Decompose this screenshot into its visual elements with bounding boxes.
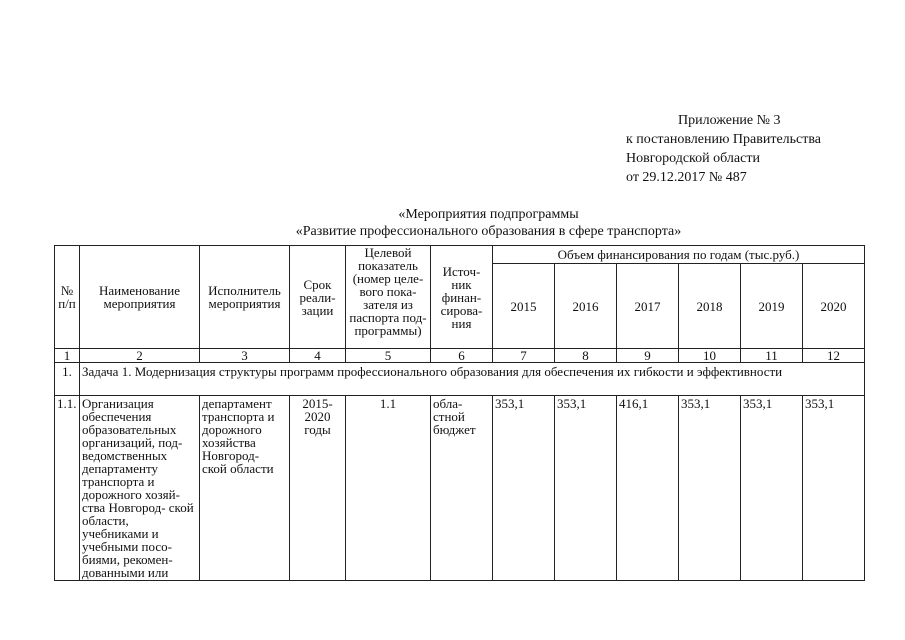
column-number: 9: [617, 349, 679, 363]
header-row: [55, 246, 865, 264]
appendix-region: Новгородской области: [626, 151, 760, 166]
row-value-2016: 353,1: [555, 396, 617, 581]
row-indicator: 1.1: [346, 396, 431, 581]
column-number: 1: [55, 349, 80, 363]
title-line-2: «Развитие профессионального образования в сфере транспорта»: [295, 224, 682, 239]
task-num: 1.: [55, 363, 80, 396]
column-number: 5: [346, 349, 431, 363]
title-line-1: «Мероприятия подпрограммы: [398, 207, 579, 222]
table-row: [55, 396, 865, 581]
row-value-2020: 353,1: [803, 396, 865, 581]
header-funding: Объем финансирования по годам (тыс.руб.): [493, 246, 865, 264]
header-term: Срок реали- зации: [290, 246, 346, 349]
row-name: Организация обеспечения образовательных организаций, под- ведомственных департаменту транспорта и дорожного хозяй- ства Новгород- ской области, учебниками и учебными посо- биями, рекомен- дованными или: [80, 396, 200, 581]
header-year: 2016: [555, 264, 617, 349]
appendix-resolution: к постановлению Правительства: [626, 132, 822, 147]
column-number-row: [55, 349, 865, 363]
column-number: 6: [431, 349, 493, 363]
header-num: № п/п: [55, 246, 80, 349]
header-year: 2019: [741, 264, 803, 349]
measures-table: [54, 245, 865, 581]
row-value-2017: 416,1: [617, 396, 679, 581]
column-number: 2: [80, 349, 200, 363]
task-row: [55, 363, 865, 396]
header-year: 2018: [679, 264, 741, 349]
appendix-block: [626, 111, 821, 187]
column-number: 12: [803, 349, 865, 363]
appendix-date: от 29.12.2017 № 487: [626, 170, 747, 185]
header-year: 2020: [803, 264, 865, 349]
row-num: 1.1.: [55, 396, 80, 581]
column-number: 8: [555, 349, 617, 363]
header-executor: Исполнитель мероприятия: [200, 246, 290, 349]
row-executor: департамент транспорта и дорожного хозяйства Новгород- ской области: [200, 396, 290, 581]
header-year: 2015: [493, 264, 555, 349]
column-number: 3: [200, 349, 290, 363]
column-number: 11: [741, 349, 803, 363]
appendix-title: Приложение № 3: [678, 113, 781, 128]
row-value-2018: 353,1: [679, 396, 741, 581]
column-number: 4: [290, 349, 346, 363]
document-title: [0, 206, 905, 240]
header-name: Наименование мероприятия: [80, 246, 200, 349]
row-source: обла- стной бюджет: [431, 396, 493, 581]
header-year: 2017: [617, 264, 679, 349]
header-source: Источ- ник финан- сирова- ния: [431, 246, 493, 349]
task-text: Задача 1. Модернизация структуры программ профессионального образования для обеспечения их гибкости и эффективности: [80, 363, 865, 396]
column-number: 10: [679, 349, 741, 363]
row-value-2019: 353,1: [741, 396, 803, 581]
column-number: 7: [493, 349, 555, 363]
row-term: 2015- 2020 годы: [290, 396, 346, 581]
header-indicator: Целевой показатель (номер целе- вого пока- зателя из паспорта под- программы): [346, 246, 431, 349]
row-value-2015: 353,1: [493, 396, 555, 581]
